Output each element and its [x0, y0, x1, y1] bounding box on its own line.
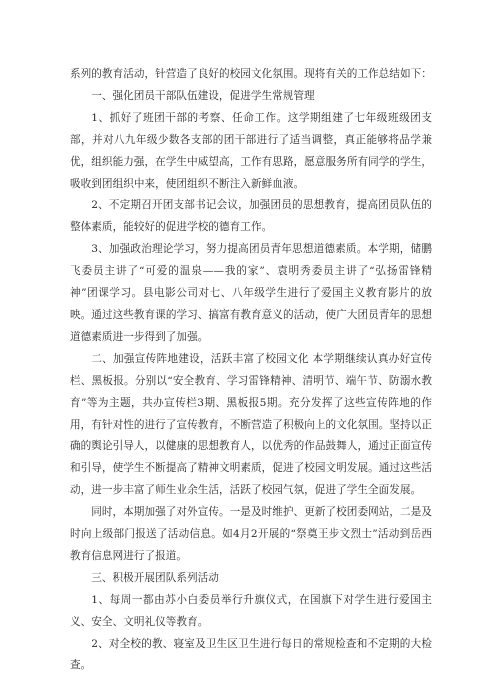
section-heading-2-paragraph: 二、加强宣传阵地建设，活跃丰富了校园文化 本学期继续认真办好宣传栏、黑板报。分别以“安全教育、学习雷锋精神、清明节、端午节、防溺水教育”等为主题，共办宣传栏3期、黑板报5期。充分发挥了这些宣传阵地的作用，有针对性的进行了宣传教育，不断营造了积极向上的文化氛围。坚持以正确的舆论引导人，以健康的思想教育人，以优秀的作品鼓舞人，通过正面宣传和引导，使学生不断提高了精神文明素质，促进了校园文明发展。通过这些活动，进一步丰富了师生业余生活，活跃了校园气氛，促进了学生全面发展。	[70, 352, 432, 497]
body-paragraph: 同时，本期加强了对外宣传。一是及时维护、更新了校团委网站，二是及时向上级部门报送了活动信息。如4月2开展的“祭奠王步文烈士”活动到岳西教育信息网进行了报道。	[70, 506, 432, 562]
body-paragraph: 2、对全校的教、寝室及卫生区卫生进行每日的常规检查和不定期的大检查。	[70, 637, 432, 672]
document-body	[70, 64, 432, 677]
section-heading-3: 三、积极开展团队系列活动	[91, 571, 219, 584]
body-paragraph: 3、加强政治理论学习，努力提高团员青年思想道德素质。本学期，储鹏飞委员主讲了“可爱的温泉——我的家”、袁明秀委员主讲了“弘扬雷锋精神”团课学习。县电影公司对七、八年级学生进行了爱国主义教育影片的放映。通过这些教育课的学习、搞富有教育意义的活动，使广大团员青年的思想道德素质进一步得到了加强。	[70, 243, 432, 343]
intro-paragraph: 系列的教育活动，针营造了良好的校园文化氛围。现将有关的工作总结如下：	[70, 68, 432, 80]
body-paragraph: 1、每周一都由苏小白委员举行升旗仪式，在国旗下对学生进行爱国主义、安全、文明礼仪等教育。	[70, 593, 432, 628]
body-paragraph: 2、不定期召开团支部书记会议，加强团员的思想教育，提高团员队伍的整体素质，能较好的促进学校的德育工作。	[70, 199, 432, 234]
section-heading-1: 一、强化团员干部队伍建设，促进学生常规管理	[91, 89, 315, 102]
body-paragraph: 1、抓好了班团干部的考察、任命工作。这学期组建了七年级班级团支部，并对八九年级少数各支部的团干部进行了适当调整，真正能够将品学兼优，组织能力强，在学生中威望高，工作有思路，愿意服务所有同学的学生，吸收到团组织中来，使团组织不断注入新鲜血液。	[70, 111, 432, 190]
